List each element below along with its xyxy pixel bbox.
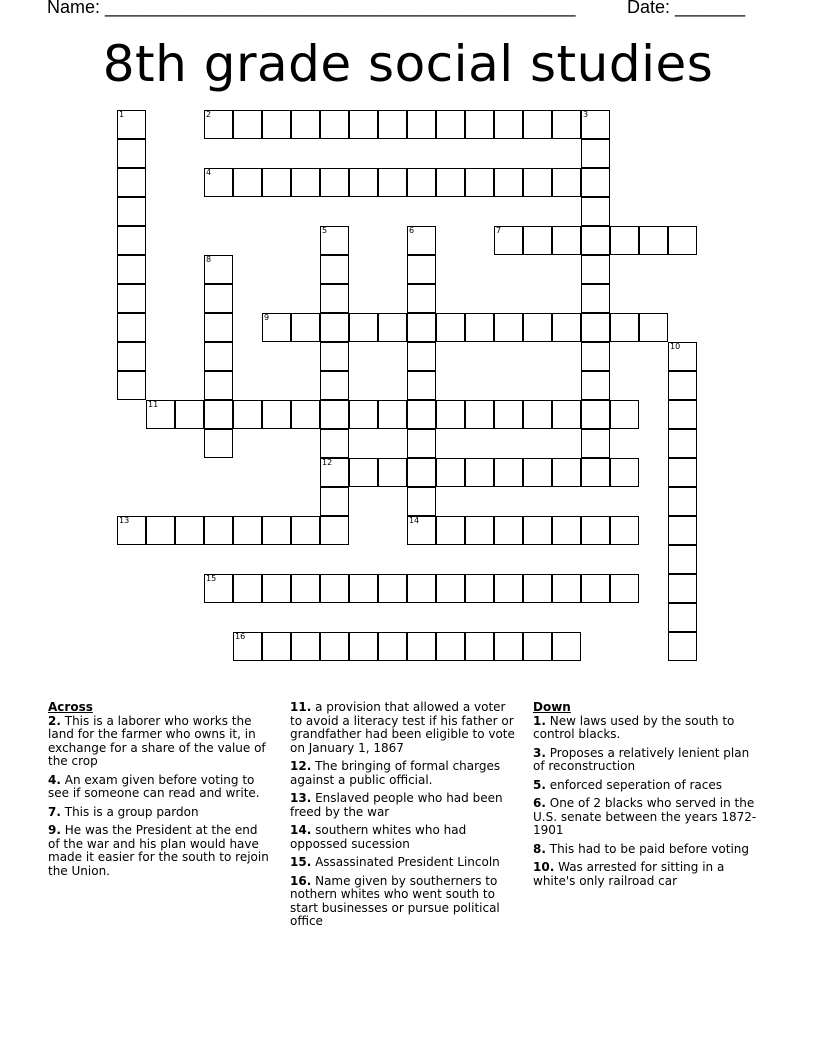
clue-text: a provision that allowed a voter to avoid a literacy test if his father or grandfather had been eligible to vote on January 1, 1867 — [290, 700, 515, 755]
clue-number-label: 7 — [496, 226, 502, 235]
crossword-cell[interactable] — [494, 516, 523, 545]
clue-number: 9. — [48, 823, 61, 837]
crossword-cell[interactable] — [117, 139, 146, 168]
clue-item — [533, 715, 761, 742]
clue-text: Enslaved people who had been freed by the war — [290, 791, 503, 819]
crossword-cell[interactable] — [610, 313, 639, 342]
crossword-cell[interactable] — [378, 574, 407, 603]
crossword-cell[interactable] — [552, 168, 581, 197]
crossword-cell[interactable] — [581, 516, 610, 545]
crossword-cell[interactable] — [117, 342, 146, 371]
clue-number: 11. — [290, 700, 312, 714]
crossword-cell[interactable] — [233, 574, 262, 603]
clue-item — [290, 875, 520, 929]
crossword-cell[interactable] — [465, 516, 494, 545]
crossword-cell[interactable] — [117, 516, 146, 545]
clue-number: 13. — [290, 791, 312, 805]
clue-number-label: 14 — [409, 516, 420, 525]
crossword-cell[interactable] — [117, 168, 146, 197]
crossword-cell[interactable] — [610, 516, 639, 545]
crossword-cell[interactable] — [349, 400, 378, 429]
crossword-cell[interactable] — [233, 400, 262, 429]
crossword-cell[interactable] — [523, 313, 552, 342]
across-clue-list — [48, 715, 270, 879]
crossword-cell[interactable] — [233, 168, 262, 197]
clue-text: Proposes a relatively lenient plan of reconstruction — [533, 745, 750, 773]
crossword-cell[interactable] — [581, 342, 610, 371]
crossword-cell[interactable] — [581, 400, 610, 429]
crossword-cell[interactable] — [668, 400, 697, 429]
crossword-cell[interactable] — [581, 255, 610, 284]
crossword-cell[interactable] — [204, 574, 233, 603]
crossword-cell[interactable] — [117, 313, 146, 342]
crossword-cell[interactable] — [523, 516, 552, 545]
clue-number: 7. — [48, 804, 61, 819]
clue-number-label: 1 — [119, 110, 125, 119]
clue-item — [290, 701, 520, 755]
crossword-cell[interactable] — [349, 110, 378, 139]
clue-number: 1. — [533, 713, 546, 728]
crossword-cell[interactable] — [378, 313, 407, 342]
clue-text: This had to be paid before voting — [549, 841, 750, 856]
clue-text: southern whites who had oppossed sucession — [290, 823, 467, 851]
crossword-cell[interactable] — [378, 400, 407, 429]
crossword-cell[interactable] — [581, 197, 610, 226]
clue-number-label: 2 — [206, 110, 212, 119]
clue-text: He was the President at the end of the war and his plan would have made it easier for the south to rejoin the Union. — [48, 823, 269, 878]
crossword-cell[interactable] — [610, 226, 639, 255]
crossword-cell[interactable] — [291, 313, 320, 342]
crossword-cell[interactable] — [407, 574, 436, 603]
clue-number: 6. — [533, 796, 546, 810]
crossword-cell[interactable] — [523, 458, 552, 487]
crossword-cell[interactable] — [407, 342, 436, 371]
crossword-cell[interactable] — [465, 458, 494, 487]
crossword-cell[interactable] — [668, 458, 697, 487]
crossword-cell[interactable] — [291, 168, 320, 197]
crossword-cell[interactable] — [523, 168, 552, 197]
crossword-cell[interactable] — [494, 632, 523, 661]
crossword-cell[interactable] — [465, 400, 494, 429]
crossword-cell[interactable] — [117, 371, 146, 400]
crossword-cell[interactable] — [581, 313, 610, 342]
crossword-cell[interactable] — [204, 313, 233, 342]
clue-number: 3. — [533, 745, 546, 760]
crossword-cell[interactable] — [117, 110, 146, 139]
crossword-cell[interactable] — [320, 487, 349, 516]
crossword-cell[interactable] — [639, 226, 668, 255]
crossword-cell[interactable] — [204, 284, 233, 313]
clue-text: This is a laborer who works the land for the farmer who owns it, in exchange for a share of the value of the crop — [48, 713, 266, 768]
clues-column-down — [533, 701, 761, 893]
crossword-cell[interactable] — [523, 632, 552, 661]
crossword-cell[interactable] — [581, 458, 610, 487]
clue-item — [48, 774, 270, 801]
crossword-cell[interactable] — [668, 603, 697, 632]
clue-item — [533, 747, 761, 774]
crossword-cell[interactable] — [436, 632, 465, 661]
crossword-cell[interactable] — [407, 458, 436, 487]
clue-number: 16. — [290, 873, 312, 888]
clue-text: The bringing of formal charges against a public official. — [290, 759, 501, 787]
clue-number: 2. — [48, 713, 61, 728]
clue-item — [290, 824, 520, 851]
crossword-cell[interactable] — [581, 110, 610, 139]
crossword-cell[interactable] — [204, 400, 233, 429]
crossword-cell[interactable] — [668, 632, 697, 661]
crossword-cell[interactable] — [494, 110, 523, 139]
name-label: Name: — [47, 0, 101, 17]
crossword-cell[interactable] — [494, 168, 523, 197]
crossword-cell[interactable] — [639, 313, 668, 342]
crossword-cell[interactable] — [494, 313, 523, 342]
crossword-cell[interactable] — [204, 429, 233, 458]
clue-number-label: 6 — [409, 226, 415, 235]
crossword-cell[interactable] — [465, 168, 494, 197]
page-title: 8th grade social studies — [102, 35, 714, 93]
clue-item — [290, 760, 520, 787]
crossword-cell[interactable] — [320, 574, 349, 603]
crossword-cell[interactable] — [378, 168, 407, 197]
crossword-cell[interactable] — [233, 632, 262, 661]
clue-text: Name given by southerners to nothern whites who went south to start businesses or pursue political office — [290, 873, 500, 928]
crossword-cell[interactable] — [581, 574, 610, 603]
name-line[interactable]: _______________________________________________ — [105, 0, 576, 17]
clue-number-label: 12 — [322, 458, 333, 467]
crossword-cell[interactable] — [291, 110, 320, 139]
crossword-cell[interactable] — [291, 400, 320, 429]
clue-number: 14. — [290, 823, 312, 837]
crossword-cell[interactable] — [349, 574, 378, 603]
crossword-cell[interactable] — [436, 458, 465, 487]
crossword-cell[interactable] — [407, 226, 436, 255]
crossword-cell[interactable] — [668, 574, 697, 603]
crossword-cell[interactable] — [407, 168, 436, 197]
crossword-cell[interactable] — [581, 226, 610, 255]
crossword-cell[interactable] — [204, 255, 233, 284]
clue-number-label: 5 — [322, 226, 328, 235]
crossword-cell[interactable] — [204, 371, 233, 400]
crossword-cell[interactable] — [407, 516, 436, 545]
crossword-cell[interactable] — [581, 168, 610, 197]
clue-number: 12. — [290, 759, 312, 773]
crossword-cell[interactable] — [320, 458, 349, 487]
crossword-cell[interactable] — [436, 516, 465, 545]
crossword-cell[interactable] — [262, 313, 291, 342]
crossword-cell[interactable] — [291, 516, 320, 545]
clue-item — [48, 824, 270, 878]
clues-column-across-2 — [290, 701, 520, 934]
crossword-cell[interactable] — [320, 632, 349, 661]
clue-text: enforced seperation of races — [549, 777, 723, 792]
crossword-cell[interactable] — [146, 400, 175, 429]
clue-number-label: 11 — [148, 400, 159, 409]
crossword-cell[interactable] — [465, 110, 494, 139]
crossword-cell[interactable] — [407, 632, 436, 661]
clue-number-label: 10 — [670, 342, 681, 351]
crossword-cell[interactable] — [320, 313, 349, 342]
clue-item — [290, 792, 520, 819]
crossword-cell[interactable] — [552, 400, 581, 429]
clue-item — [533, 779, 761, 793]
crossword-cell[interactable] — [436, 400, 465, 429]
crossword-cell[interactable] — [494, 226, 523, 255]
crossword-cell[interactable] — [610, 574, 639, 603]
crossword-cell[interactable] — [436, 168, 465, 197]
crossword-cell[interactable] — [320, 342, 349, 371]
crossword-cell[interactable] — [233, 110, 262, 139]
crossword-cell[interactable] — [117, 226, 146, 255]
crossword-cell[interactable] — [436, 313, 465, 342]
crossword-cell[interactable] — [291, 574, 320, 603]
crossword-cell[interactable] — [320, 110, 349, 139]
date-label: Date: — [627, 0, 671, 17]
crossword-cell[interactable] — [320, 226, 349, 255]
across-heading: Across — [48, 700, 93, 714]
crossword-cell[interactable] — [465, 632, 494, 661]
clue-number-label: 16 — [235, 632, 246, 641]
crossword-cell[interactable] — [465, 574, 494, 603]
crossword-cell[interactable] — [349, 313, 378, 342]
crossword-cell[interactable] — [204, 516, 233, 545]
crossword-cell[interactable] — [262, 574, 291, 603]
crossword-cell[interactable] — [552, 516, 581, 545]
crossword-cell[interactable] — [552, 110, 581, 139]
crossword-cell[interactable] — [436, 110, 465, 139]
crossword-cell[interactable] — [146, 516, 175, 545]
crossword-cell[interactable] — [436, 574, 465, 603]
clue-item — [290, 856, 520, 870]
clue-number-label: 15 — [206, 574, 217, 583]
crossword-cell[interactable] — [407, 487, 436, 516]
crossword-cell[interactable] — [494, 400, 523, 429]
crossword-cell[interactable] — [262, 168, 291, 197]
clue-text: Was arrested for sitting in a white's only railroad car — [533, 860, 725, 888]
crossword-cell[interactable] — [494, 574, 523, 603]
crossword-cell[interactable] — [204, 168, 233, 197]
clue-text: Assassinated President Lincoln — [315, 855, 500, 869]
clue-number-label: 3 — [583, 110, 589, 119]
crossword-cell[interactable] — [407, 429, 436, 458]
crossword-cell[interactable] — [378, 110, 407, 139]
crossword-cell[interactable] — [117, 255, 146, 284]
clue-number: 5. — [533, 777, 546, 792]
crossword-cell[interactable] — [668, 487, 697, 516]
crossword-cell[interactable] — [407, 284, 436, 313]
clue-number: 4. — [48, 772, 61, 787]
crossword-cell[interactable] — [552, 313, 581, 342]
clue-text: This is a group pardon — [64, 804, 199, 819]
crossword-cell[interactable] — [407, 371, 436, 400]
crossword-cell[interactable] — [117, 284, 146, 313]
crossword-cell[interactable] — [523, 226, 552, 255]
date-line[interactable]: _______ — [675, 0, 746, 17]
clue-number: 8. — [533, 841, 546, 856]
crossword-cell[interactable] — [378, 458, 407, 487]
clue-number: 15. — [290, 855, 312, 869]
crossword-cell[interactable] — [117, 197, 146, 226]
clue-item — [533, 861, 761, 888]
crossword-cell[interactable] — [320, 429, 349, 458]
crossword-cell[interactable] — [407, 400, 436, 429]
crossword-cell[interactable] — [320, 400, 349, 429]
clue-text: One of 2 blacks who served in the U.S. senate between the years 1872-1901 — [533, 796, 757, 837]
clue-number-label: 9 — [264, 313, 270, 322]
crossword-cell[interactable] — [407, 313, 436, 342]
clue-item — [533, 797, 761, 838]
crossword-cell[interactable] — [668, 371, 697, 400]
crossword-cell[interactable] — [262, 110, 291, 139]
crossword-cell[interactable] — [581, 371, 610, 400]
crossword-cell[interactable] — [262, 400, 291, 429]
across-clue-list-continued — [290, 701, 520, 929]
clue-text: An exam given before voting to see if someone can read and write. — [48, 772, 260, 800]
crossword-cell[interactable] — [581, 284, 610, 313]
crossword-cell[interactable] — [668, 545, 697, 574]
clue-number-label: 13 — [119, 516, 130, 525]
crossword-cell[interactable] — [175, 400, 204, 429]
crossword-cell[interactable] — [523, 574, 552, 603]
clues-column-across-1 — [48, 701, 270, 883]
clue-item — [533, 843, 761, 857]
crossword-cell[interactable] — [668, 429, 697, 458]
crossword-cell[interactable] — [349, 458, 378, 487]
crossword-cell[interactable] — [204, 110, 233, 139]
crossword-cell[interactable] — [320, 168, 349, 197]
crossword-cell[interactable] — [668, 226, 697, 255]
clue-item — [48, 715, 270, 769]
crossword-cell[interactable] — [262, 516, 291, 545]
crossword-cell[interactable] — [233, 516, 262, 545]
clue-number: 10. — [533, 860, 555, 874]
crossword-cell[interactable] — [523, 110, 552, 139]
crossword-cell[interactable] — [349, 168, 378, 197]
crossword-cell[interactable] — [320, 255, 349, 284]
crossword-cell[interactable] — [204, 342, 233, 371]
crossword-cell[interactable] — [262, 632, 291, 661]
crossword-cell[interactable] — [320, 371, 349, 400]
crossword-cell[interactable] — [552, 632, 581, 661]
crossword-cell[interactable] — [320, 516, 349, 545]
crossword-cell[interactable] — [668, 516, 697, 545]
crossword-cell[interactable] — [552, 226, 581, 255]
crossword-cell[interactable] — [320, 284, 349, 313]
crossword-cell[interactable] — [349, 632, 378, 661]
crossword-cell[interactable] — [291, 632, 320, 661]
clue-number-label: 8 — [206, 255, 212, 264]
crossword-cell[interactable] — [581, 429, 610, 458]
crossword-cell[interactable] — [494, 458, 523, 487]
crossword-cell[interactable] — [378, 632, 407, 661]
crossword-cell[interactable] — [175, 516, 204, 545]
clue-text: New laws used by the south to control blacks. — [533, 713, 735, 741]
crossword-cell[interactable] — [610, 400, 639, 429]
crossword-cell[interactable] — [552, 574, 581, 603]
crossword-cell[interactable] — [465, 313, 494, 342]
crossword-cell[interactable] — [552, 458, 581, 487]
clue-item — [48, 806, 270, 820]
crossword-cell[interactable] — [610, 458, 639, 487]
crossword-cell[interactable] — [581, 139, 610, 168]
crossword-cell[interactable] — [668, 342, 697, 371]
down-clue-list — [533, 715, 761, 889]
crossword-cell[interactable] — [407, 110, 436, 139]
crossword-cell[interactable] — [523, 400, 552, 429]
down-heading: Down — [533, 700, 571, 714]
clue-number-label: 4 — [206, 168, 212, 177]
crossword-cell[interactable] — [407, 255, 436, 284]
